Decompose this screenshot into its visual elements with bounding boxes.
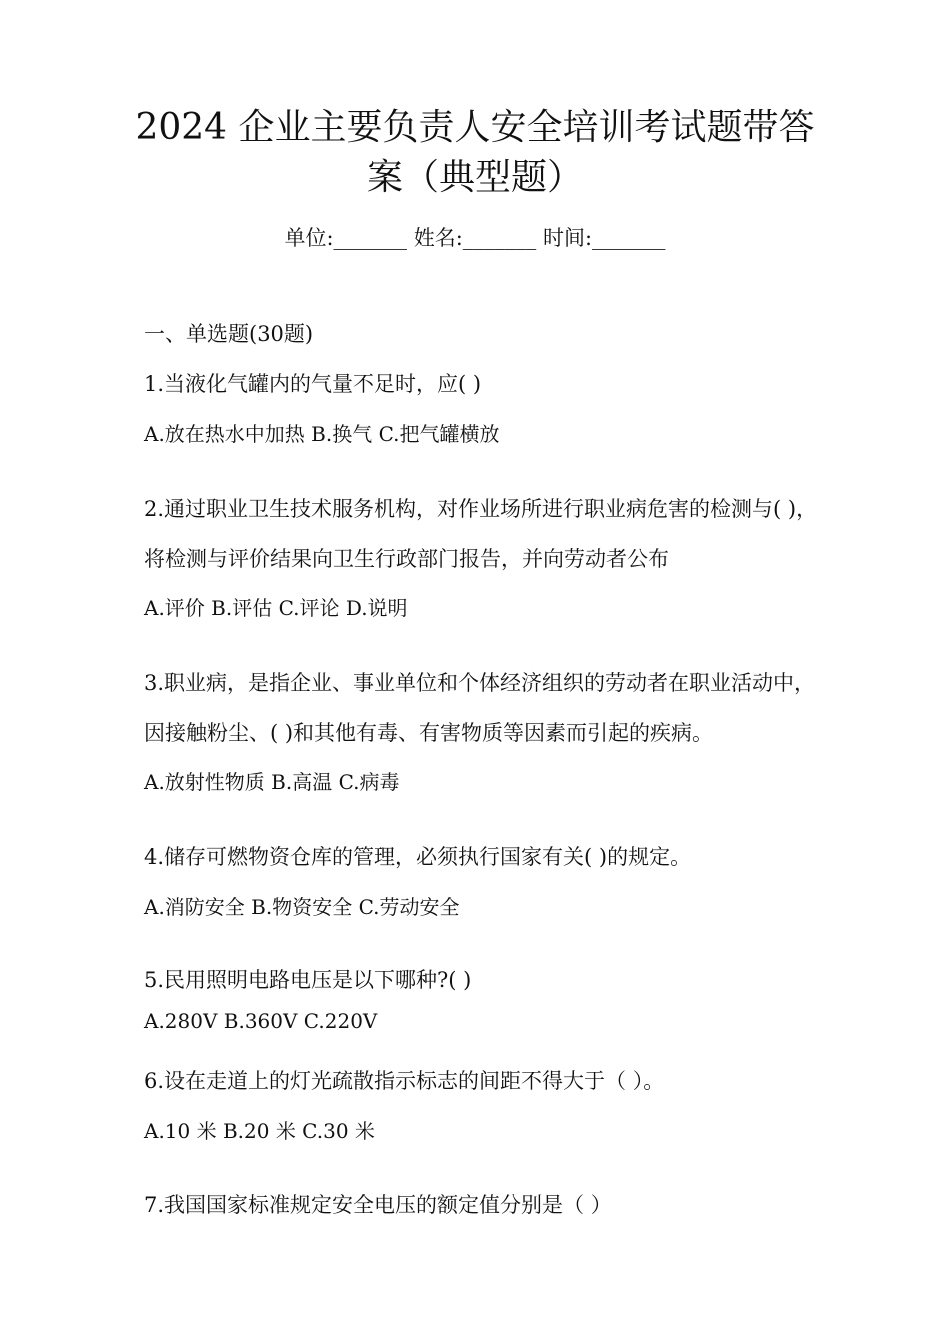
question-2-text: 2.通过职业卫生技术服务机构，对作业场所进行职业病危害的检测与( )， <box>144 497 818 521</box>
question-3-options: A.放射性物质 B.高温 C.病毒 <box>144 770 400 794</box>
question-1-options: A.放在热水中加热 B.换气 C.把气罐横放 <box>144 422 500 446</box>
info-fields: 单位:_______ 姓名:_______ 时间:_______ <box>284 226 666 250</box>
question-6-options: A.10 米 B.20 米 C.30 米 <box>144 1119 375 1143</box>
question-1-text: 1.当液化气罐内的气量不足时，应( ) <box>144 372 482 396</box>
question-4-text: 4.储存可燃物资仓库的管理，必须执行国家有关( )的规定。 <box>144 845 692 869</box>
question-5-text: 5.民用照明电路电压是以下哪种?( ) <box>144 968 472 992</box>
document-title-line-1: 2024 企业主要负责人安全培训考试题带答 <box>135 107 815 148</box>
question-3-text-cont: 因接触粉尘、( )和其他有毒、有害物质等因素而引起的疾病。 <box>144 721 714 745</box>
question-7-text: 7.我国国家标准规定安全电压的额定值分别是（ ） <box>144 1193 612 1217</box>
question-2-text-cont: 将检测与评价结果向卫生行政部门报告，并向劳动者公布 <box>144 547 669 571</box>
question-4-options: A.消防安全 B.物资安全 C.劳动安全 <box>144 895 460 919</box>
document-title-line-2: 案（典型题） <box>366 157 583 198</box>
question-3-text: 3.职业病，是指企业、事业单位和个体经济组织的劳动者在职业活动中， <box>144 671 816 695</box>
question-2-options: A.评价 B.评估 C.评论 D.说明 <box>144 596 408 620</box>
section-heading: 一、单选题(30题) <box>144 322 314 346</box>
question-6-text: 6.设在走道上的灯光疏散指示标志的间距不得大于（ ）。 <box>144 1069 665 1093</box>
question-5-options: A.280V B.360V C.220V <box>144 1009 378 1033</box>
